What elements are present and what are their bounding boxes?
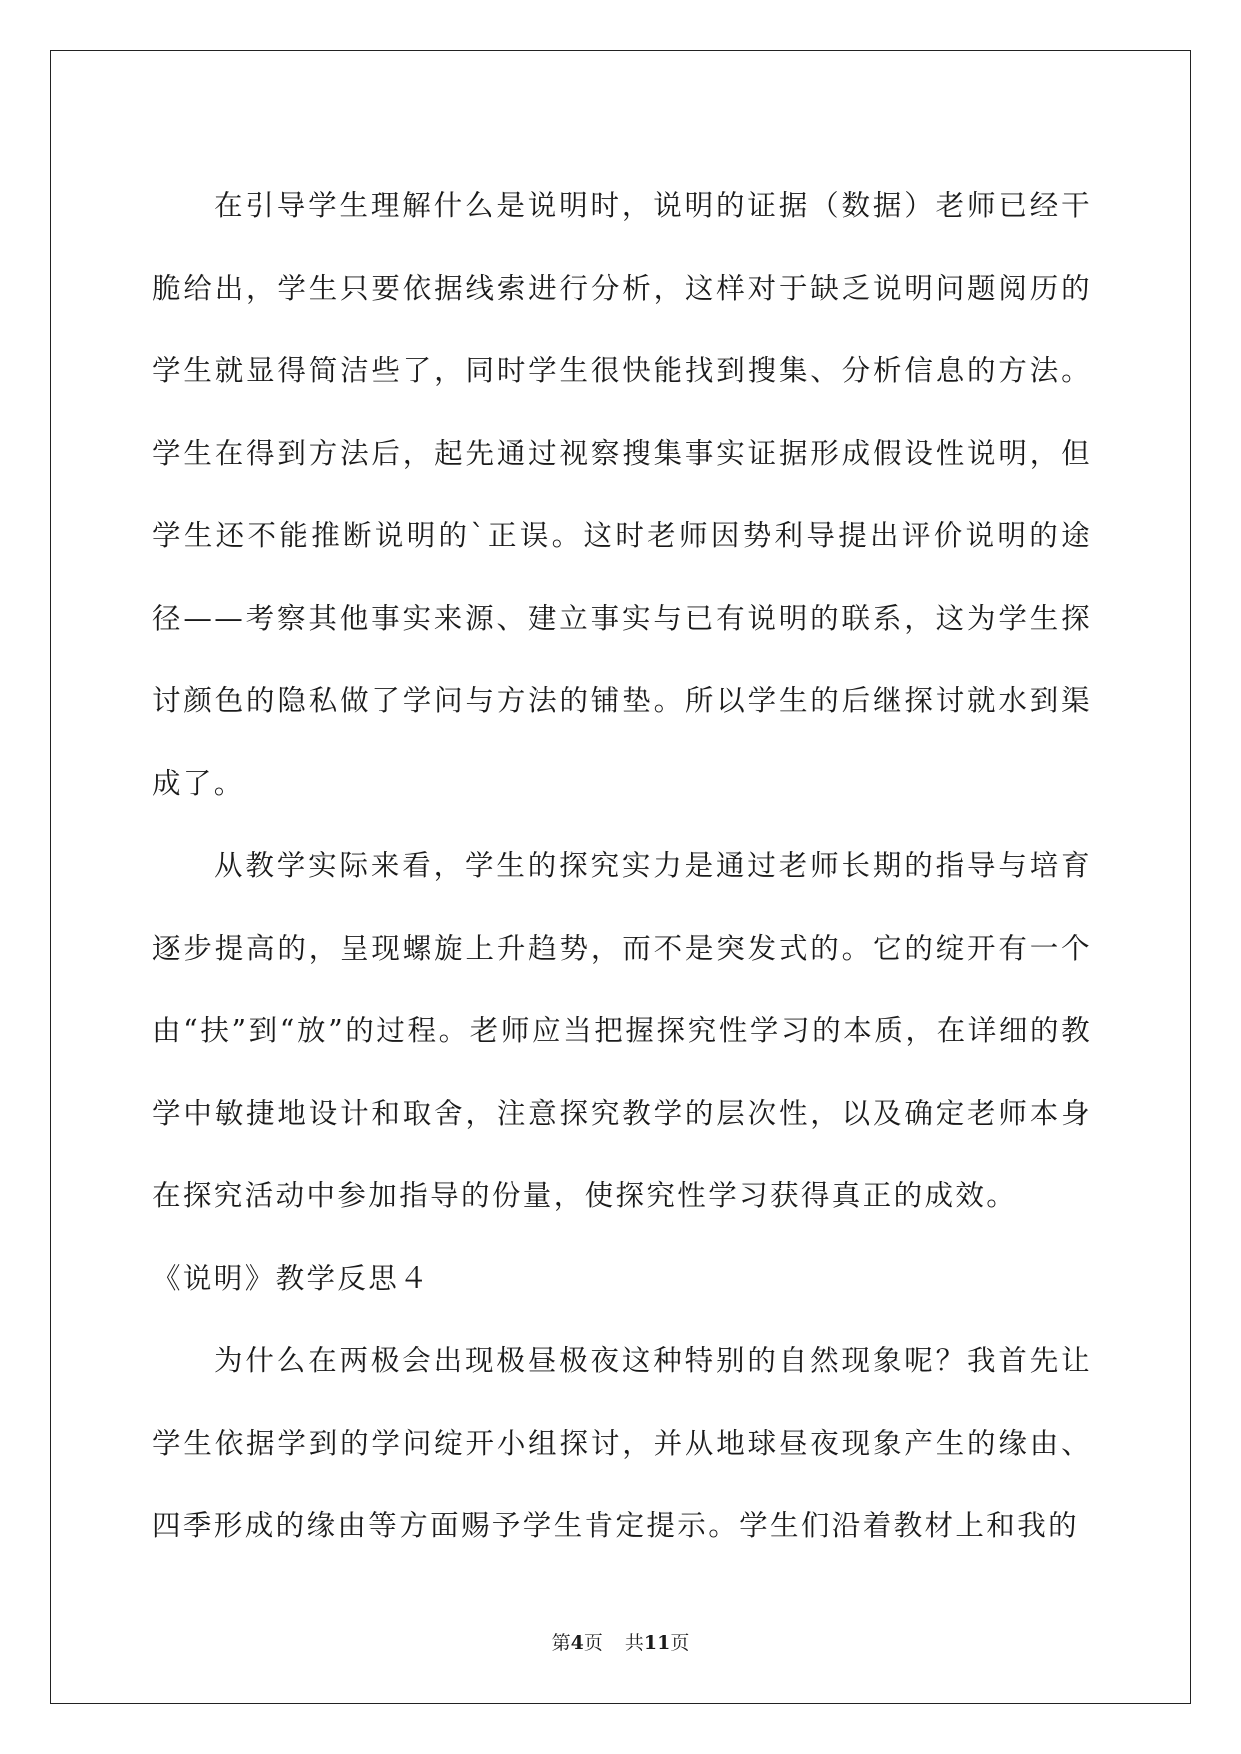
footer-prefix: 第 bbox=[551, 1632, 571, 1654]
footer-total-prefix: 共 bbox=[624, 1632, 644, 1654]
page-footer bbox=[0, 1628, 1241, 1655]
footer-page-number: 4 bbox=[570, 1632, 584, 1654]
footer-total-pages: 11 bbox=[643, 1632, 671, 1654]
paragraph-3: 为什么在两极会出现极昼极夜这种特别的自然现象呢？我首先让学生依据学到的学问绽开小组探讨，并从地球昼夜现象产生的缘由、四季形成的缘由等方面赐予学生肯定提示。学生们沿着教材上和我的 bbox=[152, 1344, 1092, 1542]
footer-page-suffix: 页 bbox=[583, 1632, 603, 1654]
document-body bbox=[152, 165, 1092, 1568]
paragraph-1: 在引导学生理解什么是说明时，说明的证据（数据）老师已经干脆给出，学生只要依据线索进行分析，这样对于缺乏说明问题阅历的学生就显得简洁些了，同时学生很快能找到搜集、分析信息的方法。学生在得到方法后，起先通过视察搜集事实证据形成假设性说明，但学生还不能推断说明的`正误。这时老师因势利导提出评价说明的途径——考察其他事实来源、建立事实与已有说明的联系，这为学生探讨颜色的隐私做了学问与方法的铺垫。所以学生的后继探讨就水到渠成了。 bbox=[152, 189, 1092, 800]
section-heading: 《说明》教学反思４ bbox=[152, 1261, 431, 1295]
footer-total-suffix: 页 bbox=[670, 1632, 690, 1654]
paragraph-2: 从教学实际来看，学生的探究实力是通过老师长期的指导与培育逐步提高的，呈现螺旋上升趋势，而不是突发式的。它的绽开有一个由“扶”到“放”的过程。老师应当把握探究性学习的本质，在详细的教学中敏捷地设计和取舍，注意探究教学的层次性，以及确定老师本身在探究活动中参加指导的份量，使探究性学习获得真正的成效。 bbox=[152, 849, 1092, 1212]
